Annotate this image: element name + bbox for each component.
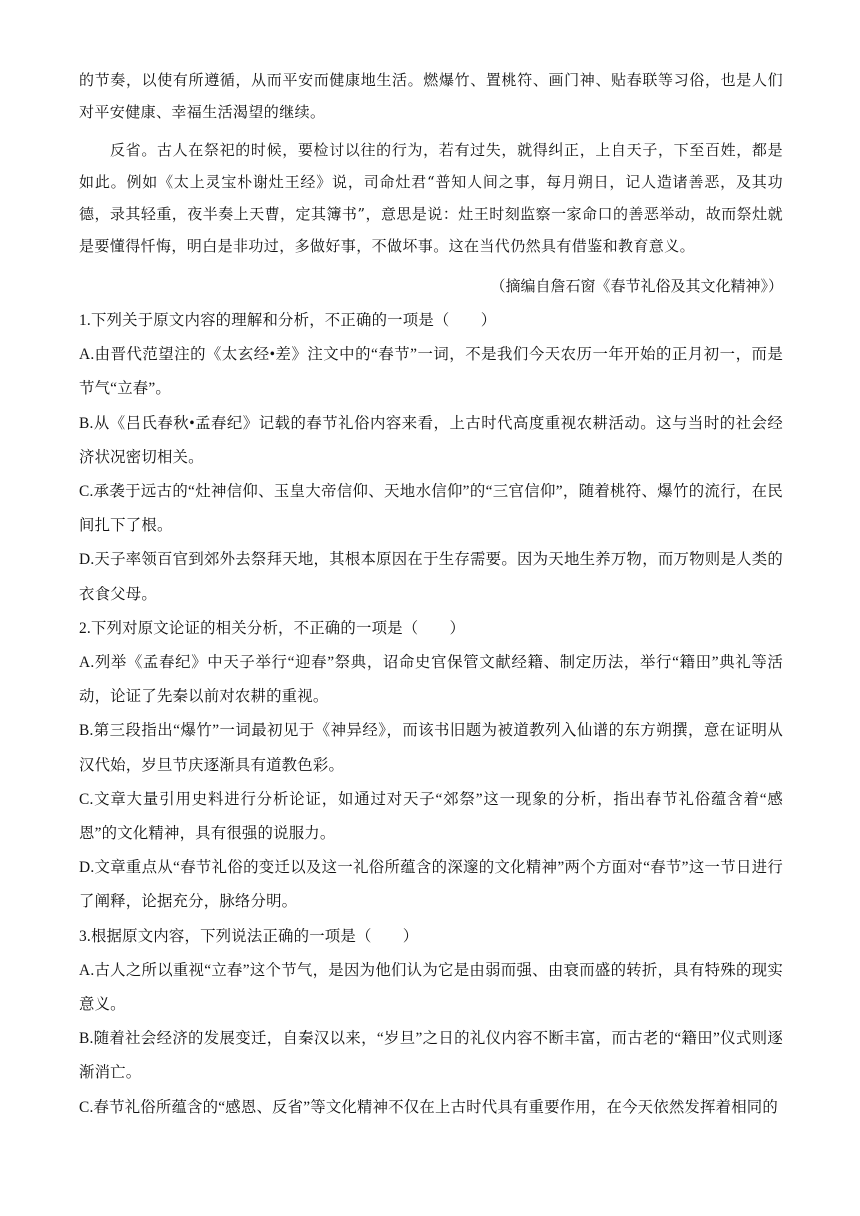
question-3 [79, 920, 783, 1125]
option-a: A.古人之所以重视“立春”这个节气，是因为他们认为它是由弱而强、由衰而盛的转折，具有特殊的现实意义。 [79, 961, 783, 1014]
passage-paragraph: 反省。古人在祭祀的时候，要检讨以往的行为，若有过失，就得纠正，上自天子，下至百姓，都是如此。例如《太上灵宝朴谢灶王经》说，司命灶君“普知人间之事，每月朔日，记人造诸善恶，及其功德，录其轻重，夜半奏上天曹，定其簿书”，意思是说：灶王时刻监察一家命口的善恶举动，故而祭灶就是要懂得忏悔，明白是非功过，多做好事，不做坏事。这在当代仍然具有借鉴和教育意义。 [79, 141, 783, 255]
option-a: A.由晋代范望注的《太玄经•差》注文中的“春节”一词，不是我们今天农历一年开始的正月初一，而是节气“立春”。 [79, 346, 783, 398]
question-2 [79, 612, 783, 920]
option-c: C.承袭于远古的“灶神信仰、玉皇大帝信仰、天地水信仰”的“三官信仰”，随着桃符、爆竹的流行，在民间扎下了根。 [79, 483, 783, 535]
source-citation: （摘编自詹石窗《春节礼俗及其文化精神》） [490, 277, 783, 295]
option-d: D.文章重点从“春节礼俗的变迁以及这一礼俗所蕴含的深邃的文化精神”两个方面对“春节”这一节日进行了阐释，论据充分，脉络分明。 [79, 859, 783, 911]
option-a: A.列举《孟春纪》中天子举行“迎春”祭典，诏命史官保管文献经籍、制定历法，举行“籍田”典礼等活动，论证了先秦以前对农耕的重视。 [79, 654, 783, 706]
option-b: B.随着社会经济的发展变迁，自秦汉以来，“岁旦”之日的礼仪内容不断丰富，而古老的“籍田”仪式则逐渐消亡。 [79, 1030, 783, 1082]
question-list [79, 304, 783, 1125]
option-d: D.天子率领百官到郊外去祭拜天地，其根本原因在于生存需要。因为天地生养万物，而万物则是人类的衣食父母。 [79, 551, 783, 603]
option-c: C.春节礼俗所蕴含的“感恩、反省”等文化精神不仅在上古时代具有重要作用，在今天依然发挥着相同的 [79, 1098, 778, 1116]
question-stem: 1.下列关于原文内容的理解和分析，不正确的一项是（ ） [79, 312, 497, 329]
passage-paragraph: 的节奏，以使有所遵循，从而平安而健康地生活。燃爆竹、置桃符、画门神、贴春联等习俗，也是人们对平安健康、幸福生活渴望的继续。 [79, 71, 783, 121]
option-c: C.文章大量引用史料进行分析论证，如通过对天子“郊祭”这一现象的分析，指出春节礼俗蕴含着“感恩”的文化精神，具有很强的说服力。 [79, 790, 783, 843]
question-1 [79, 304, 783, 612]
question-stem: 2.下列对原文论证的相关分析，不正确的一项是（ ） [79, 619, 466, 637]
question-stem: 3.根据原文内容，下列说法正确的一项是（ ） [79, 927, 419, 945]
option-b: B.从《吕氏春秋•孟春纪》记载的春节礼俗内容来看，上古时代高度重视农耕活动。这与当时的社会经济状况密切相关。 [79, 414, 783, 466]
option-b: B.第三段指出“爆竹”一词最初见于《神异经》，而该书旧题为被道教列入仙谱的东方朔撰，意在证明从汉代始，岁旦节庆逐渐具有道教色彩。 [79, 722, 783, 774]
